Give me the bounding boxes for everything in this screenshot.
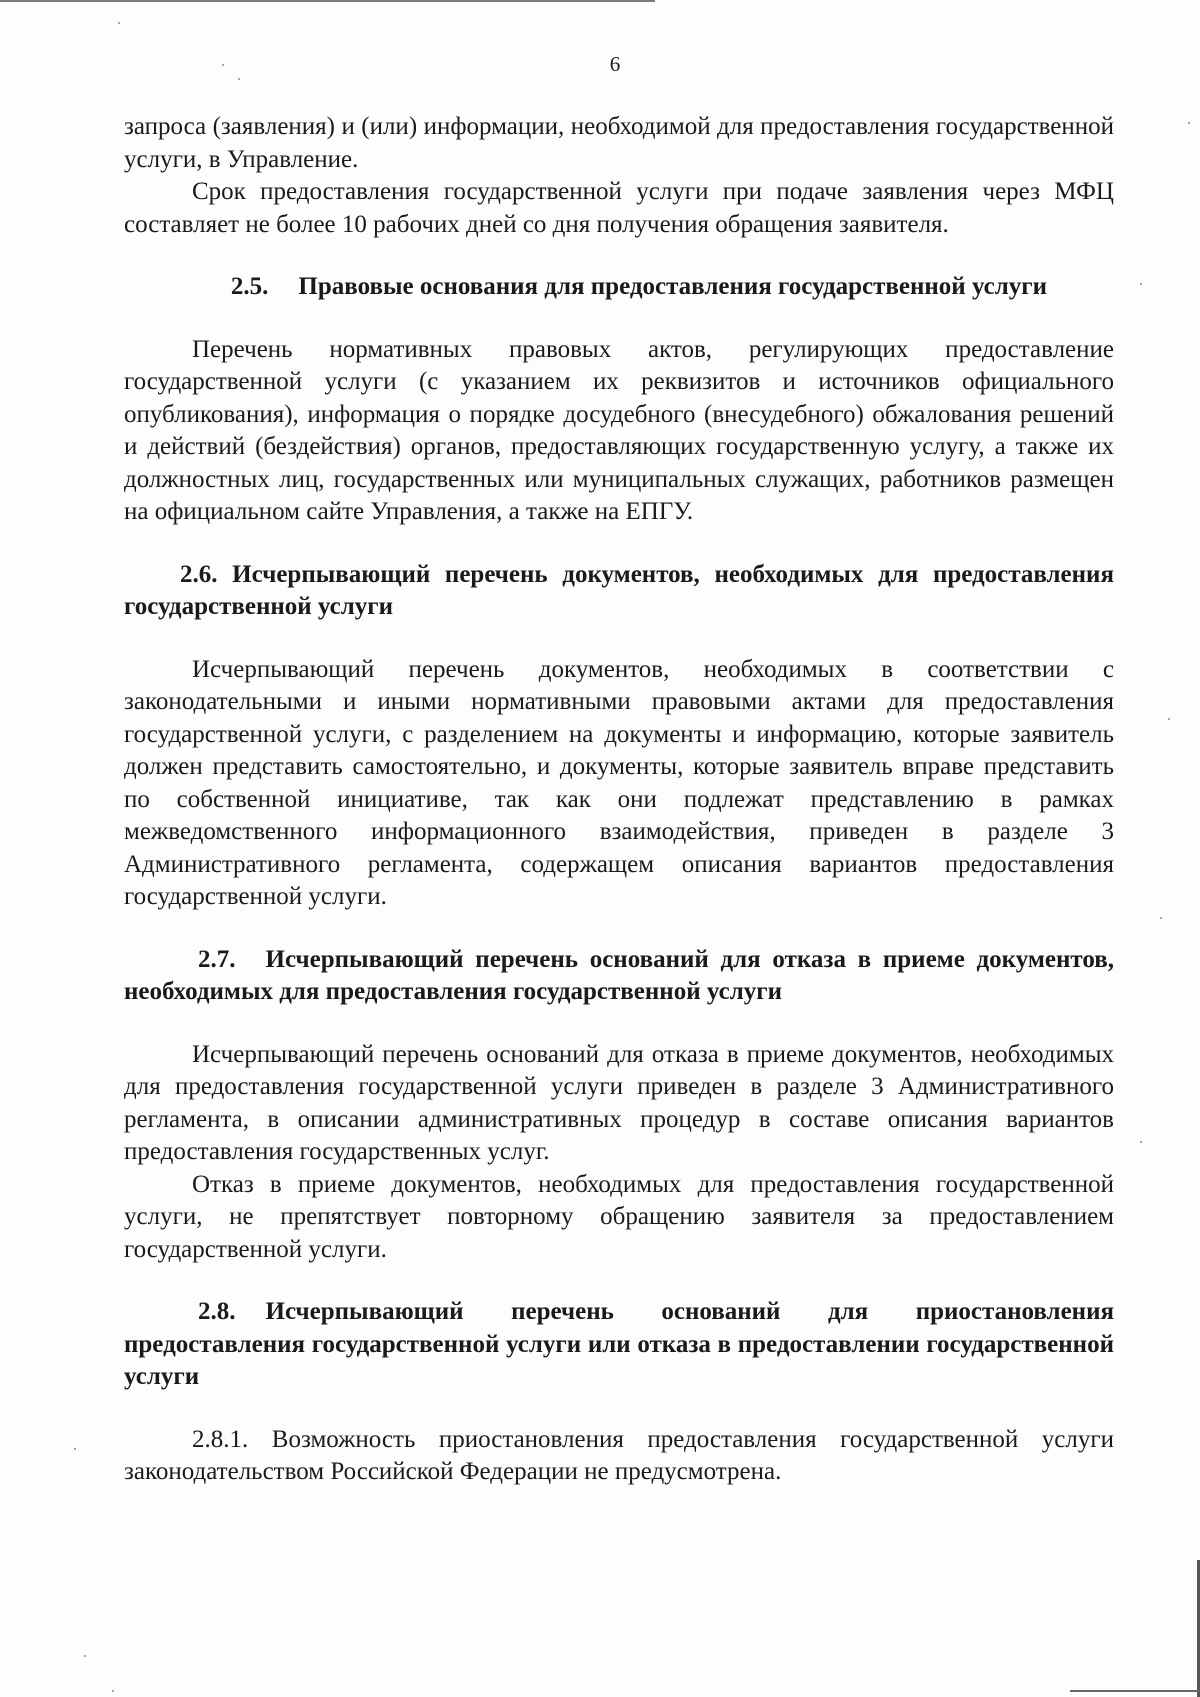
scan-top-edge-line: [0, 0, 655, 2]
scan-speck: [1140, 283, 1142, 285]
section-number: 2.6.: [180, 560, 218, 588]
page-number: 6: [609, 52, 621, 76]
paragraph-refusal-no-obstacle: Отказ в приеме документов, необходимых для предоставления государственной услуги, не препятствует повторному обращению заявителя за предоставлением государственной услуги.: [124, 1170, 1114, 1263]
scan-speck: [84, 1655, 86, 1657]
scan-speck: [74, 1448, 76, 1450]
scan-bottom-edge-line: [1070, 1690, 1200, 1692]
scan-speck: [1140, 1141, 1142, 1143]
paragraph-legal-acts: Перечень нормативных правовых актов, регулирующих предоставление государственной услуги (с указанием их реквизитов и источников официального опубликования), информация о порядке досудебного (внесудебного) обжалования решений и действий (бездействия) органов, предоставляющих государственную услугу, а также их должностных лиц, государственных или муниципальных служащих, работников размещен на официальном сайте Управления, а также на ЕПГУ.: [124, 335, 1114, 525]
paragraph-refusal-grounds: Исчерпывающий перечень оснований для отказа в приеме документов, необходимых для предоставления государственной услуги приведен в разделе 3 Административного регламента, в описании административных процедур в составе описания вариантов предоставления государственных услуг.: [124, 1040, 1114, 1165]
section-title: Исчерпывающий перечень оснований для отказа в приеме документов, необходимых для предоставления государственной услуги: [124, 945, 1114, 1005]
paragraph-2-8-1: 2.8.1. Возможность приостановления предоставления государственной услуги законодательством Российской Федерации не предусмотрена.: [124, 1425, 1114, 1485]
scan-speck: [118, 22, 120, 24]
document-body: [124, 111, 1114, 1489]
scan-speck: [222, 64, 224, 66]
section-number: 2.8.: [198, 1298, 236, 1325]
section-title: Исчерпывающий перечень оснований для приостановления предоставления государственной услуги или отказа в предоставлении государственной услуги: [124, 1298, 1114, 1390]
section-number: 2.7.: [198, 945, 236, 973]
section-heading-2-5: [124, 271, 1114, 304]
section-number: 2.5.: [230, 273, 269, 300]
paragraph-continuation: запроса (заявления) и (или) информации, необходимой для предоставления государственной услуги, в Управление.: [124, 113, 1114, 173]
section-heading-2-6: [124, 559, 1114, 624]
paragraph-mfc-term: Срок предоставления государственной услуги при подаче заявления через МФЦ составляет не более 10 рабочих дней со дня получения обращения заявителя.: [124, 178, 1114, 238]
scan-speck: [1160, 917, 1162, 919]
section-title: Исчерпывающий перечень документов, необходимых для предоставления государственной услуги: [124, 560, 1114, 620]
scan-speck: [112, 1690, 114, 1692]
scan-speck: [1188, 122, 1190, 124]
section-heading-2-8: [124, 1296, 1114, 1394]
section-title: Правовые основания для предоставления государственной услуги: [298, 273, 1048, 300]
scan-speck: [1168, 718, 1170, 720]
section-heading-2-7: [124, 944, 1114, 1009]
scan-speck: [238, 78, 240, 80]
paragraph-documents-list: Исчерпывающий перечень документов, необходимых в соответствии с законодательными и иными нормативными правовыми актами для предоставления государственной услуги, с разделением на документы и информацию, которые заявитель должен представить самостоятельно, и документы, которые заявитель вправе представить по собственной инициативе, так как они подлежат представлению в рамках межведомственного информационного взаимодействия, приведен в разделе 3 Административного регламента, содержащем описания вариантов предоставления государственной услуги.: [124, 655, 1114, 910]
